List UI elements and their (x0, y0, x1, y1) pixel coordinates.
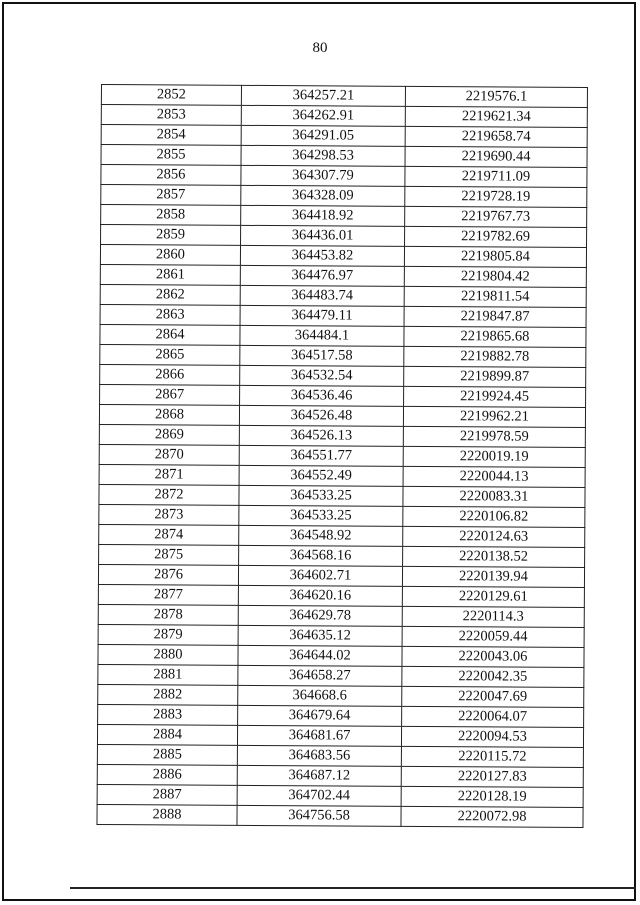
x-coordinate-cell: 364679.64 (238, 705, 402, 726)
point-id-cell: 2887 (97, 784, 237, 805)
point-id-cell: 2868 (99, 404, 239, 425)
y-coordinate-cell: 2219962.21 (403, 406, 585, 427)
y-coordinate-cell: 2219782.69 (405, 226, 587, 247)
y-coordinate-cell: 2220044.13 (403, 466, 585, 487)
table-row (98, 644, 584, 667)
y-coordinate-cell: 2219924.45 (404, 386, 586, 407)
x-coordinate-cell: 364532.54 (240, 365, 404, 386)
point-id-cell: 2879 (98, 624, 238, 645)
y-coordinate-cell: 2220114.3 (402, 606, 584, 627)
x-coordinate-cell: 364548.92 (239, 525, 403, 546)
point-id-cell: 2867 (100, 384, 240, 405)
x-coordinate-cell: 364551.77 (239, 445, 403, 466)
x-coordinate-cell: 364536.46 (240, 385, 404, 406)
point-id-cell: 2881 (98, 664, 238, 685)
point-id-cell: 2863 (100, 304, 240, 325)
x-coordinate-cell: 364635.12 (238, 625, 402, 646)
x-coordinate-cell: 364307.79 (241, 165, 405, 186)
x-coordinate-cell: 364756.58 (237, 805, 401, 826)
y-coordinate-cell: 2220115.72 (401, 746, 583, 767)
y-coordinate-cell: 2219882.78 (404, 346, 586, 367)
table-row (98, 684, 584, 707)
y-coordinate-cell: 2219847.87 (404, 306, 586, 327)
y-coordinate-cell: 2219978.59 (403, 426, 585, 447)
x-coordinate-cell: 364620.16 (238, 585, 402, 606)
table-row (101, 165, 587, 188)
x-coordinate-cell: 364629.78 (238, 605, 402, 626)
point-id-cell: 2875 (99, 544, 239, 565)
y-coordinate-cell: 2220064.07 (402, 706, 584, 727)
y-coordinate-cell: 2219865.68 (404, 326, 586, 347)
table-row (98, 624, 584, 647)
table-row (97, 784, 583, 807)
x-coordinate-cell: 364517.58 (240, 345, 404, 366)
table-row (101, 85, 587, 108)
x-coordinate-cell: 364291.05 (241, 125, 405, 146)
x-coordinate-cell: 364683.56 (237, 745, 401, 766)
y-coordinate-cell: 2219728.19 (405, 186, 587, 207)
point-id-cell: 2858 (101, 205, 241, 226)
table-row (101, 105, 587, 128)
table-row (101, 205, 587, 228)
table-row (98, 704, 584, 727)
table-row (100, 245, 586, 268)
x-coordinate-cell: 364476.97 (240, 265, 404, 286)
point-id-cell: 2860 (100, 245, 240, 266)
x-coordinate-cell: 364687.12 (237, 765, 401, 786)
table-row (98, 604, 584, 627)
table-row (98, 664, 584, 687)
x-coordinate-cell: 364479.11 (240, 305, 404, 326)
point-id-cell: 2877 (98, 584, 238, 605)
table-row (99, 404, 585, 427)
table-row (100, 284, 586, 307)
table-body (97, 85, 588, 828)
point-id-cell: 2876 (98, 564, 238, 585)
x-coordinate-cell: 364533.25 (239, 505, 403, 526)
y-coordinate-cell: 2219811.54 (404, 286, 586, 307)
table-row (100, 304, 586, 327)
x-coordinate-cell: 364526.48 (239, 405, 403, 426)
x-coordinate-cell: 364702.44 (237, 785, 401, 806)
table-row (101, 125, 587, 148)
table-row (99, 424, 585, 447)
y-coordinate-cell: 2220138.52 (403, 546, 585, 567)
x-coordinate-cell: 364436.01 (241, 225, 405, 246)
y-coordinate-cell: 2219711.09 (405, 166, 587, 187)
x-coordinate-cell: 364552.49 (239, 465, 403, 486)
x-coordinate-cell: 364644.02 (238, 645, 402, 666)
y-coordinate-cell: 2220042.35 (402, 666, 584, 687)
table-row (100, 324, 586, 347)
point-id-cell: 2872 (99, 484, 239, 505)
point-id-cell: 2862 (100, 284, 240, 305)
coordinates-table (96, 84, 588, 828)
point-id-cell: 2854 (101, 125, 241, 146)
y-coordinate-cell: 2220127.83 (401, 766, 583, 787)
table-row (100, 384, 586, 407)
table-row (100, 364, 586, 387)
x-coordinate-cell: 364328.09 (241, 185, 405, 206)
y-coordinate-cell: 2220124.63 (403, 526, 585, 547)
x-coordinate-cell: 364257.21 (241, 85, 405, 106)
x-coordinate-cell: 364483.74 (240, 285, 404, 306)
point-id-cell: 2866 (100, 364, 240, 385)
x-coordinate-cell: 364418.92 (241, 205, 405, 226)
table-row (99, 504, 585, 527)
x-coordinate-cell: 364681.67 (237, 725, 401, 746)
point-id-cell: 2886 (97, 764, 237, 785)
x-coordinate-cell: 364533.25 (239, 485, 403, 506)
x-coordinate-cell: 364453.82 (240, 245, 404, 266)
y-coordinate-cell: 2220019.19 (403, 446, 585, 467)
point-id-cell: 2856 (101, 165, 241, 186)
table-row (97, 764, 583, 787)
table-row (100, 344, 586, 367)
y-coordinate-cell: 2219690.44 (405, 146, 587, 167)
point-id-cell: 2873 (99, 504, 239, 525)
y-coordinate-cell: 2219767.73 (405, 206, 587, 227)
point-id-cell: 2855 (101, 145, 241, 166)
x-coordinate-cell: 364658.27 (238, 665, 402, 686)
point-id-cell: 2885 (97, 744, 237, 765)
table-row (98, 584, 584, 607)
point-id-cell: 2870 (99, 444, 239, 465)
bottom-edge-line (70, 887, 636, 889)
point-id-cell: 2882 (98, 684, 238, 705)
y-coordinate-cell: 2220083.31 (403, 486, 585, 507)
point-id-cell: 2861 (100, 264, 240, 285)
x-coordinate-cell: 364568.16 (239, 545, 403, 566)
y-coordinate-cell: 2219576.1 (405, 86, 587, 107)
table-row (98, 564, 584, 587)
y-coordinate-cell: 2220047.69 (402, 686, 584, 707)
table-row (99, 464, 585, 487)
y-coordinate-cell: 2220094.53 (401, 726, 583, 747)
y-coordinate-cell: 2219805.84 (404, 246, 586, 267)
x-coordinate-cell: 364668.6 (238, 685, 402, 706)
point-id-cell: 2859 (101, 225, 241, 246)
point-id-cell: 2888 (97, 804, 237, 825)
y-coordinate-cell: 2219621.34 (405, 106, 587, 127)
table-row (99, 484, 585, 507)
y-coordinate-cell: 2220106.82 (403, 506, 585, 527)
point-id-cell: 2853 (101, 105, 241, 126)
y-coordinate-cell: 2220129.61 (402, 586, 584, 607)
y-coordinate-cell: 2220059.44 (402, 626, 584, 647)
page-number: 80 (312, 40, 328, 56)
table-row (99, 524, 585, 547)
table-row (100, 264, 586, 287)
table-row (97, 804, 583, 827)
point-id-cell: 2874 (99, 524, 239, 545)
point-id-cell: 2865 (100, 344, 240, 365)
x-coordinate-cell: 364262.91 (241, 105, 405, 126)
y-coordinate-cell: 2220139.94 (402, 566, 584, 587)
point-id-cell: 2883 (98, 704, 238, 725)
table-row (101, 225, 587, 248)
point-id-cell: 2852 (101, 85, 241, 106)
y-coordinate-cell: 2219899.87 (404, 366, 586, 387)
y-coordinate-cell: 2220072.98 (401, 806, 583, 827)
point-id-cell: 2864 (100, 324, 240, 345)
y-coordinate-cell: 2220043.06 (402, 646, 584, 667)
point-id-cell: 2884 (97, 724, 237, 745)
point-id-cell: 2869 (99, 424, 239, 445)
point-id-cell: 2880 (98, 644, 238, 665)
x-coordinate-cell: 364484.1 (240, 325, 404, 346)
table-row (99, 544, 585, 567)
x-coordinate-cell: 364526.13 (239, 425, 403, 446)
table-row (99, 444, 585, 467)
coordinates-table-container (96, 84, 587, 828)
x-coordinate-cell: 364298.53 (241, 145, 405, 166)
y-coordinate-cell: 2219804.42 (404, 266, 586, 287)
y-coordinate-cell: 2220128.19 (401, 786, 583, 807)
y-coordinate-cell: 2219658.74 (405, 126, 587, 147)
point-id-cell: 2857 (101, 185, 241, 206)
table-row (101, 185, 587, 208)
x-coordinate-cell: 364602.71 (238, 565, 402, 586)
point-id-cell: 2878 (98, 604, 238, 625)
table-row (97, 724, 583, 747)
table-row (97, 744, 583, 767)
table-row (101, 145, 587, 168)
point-id-cell: 2871 (99, 464, 239, 485)
